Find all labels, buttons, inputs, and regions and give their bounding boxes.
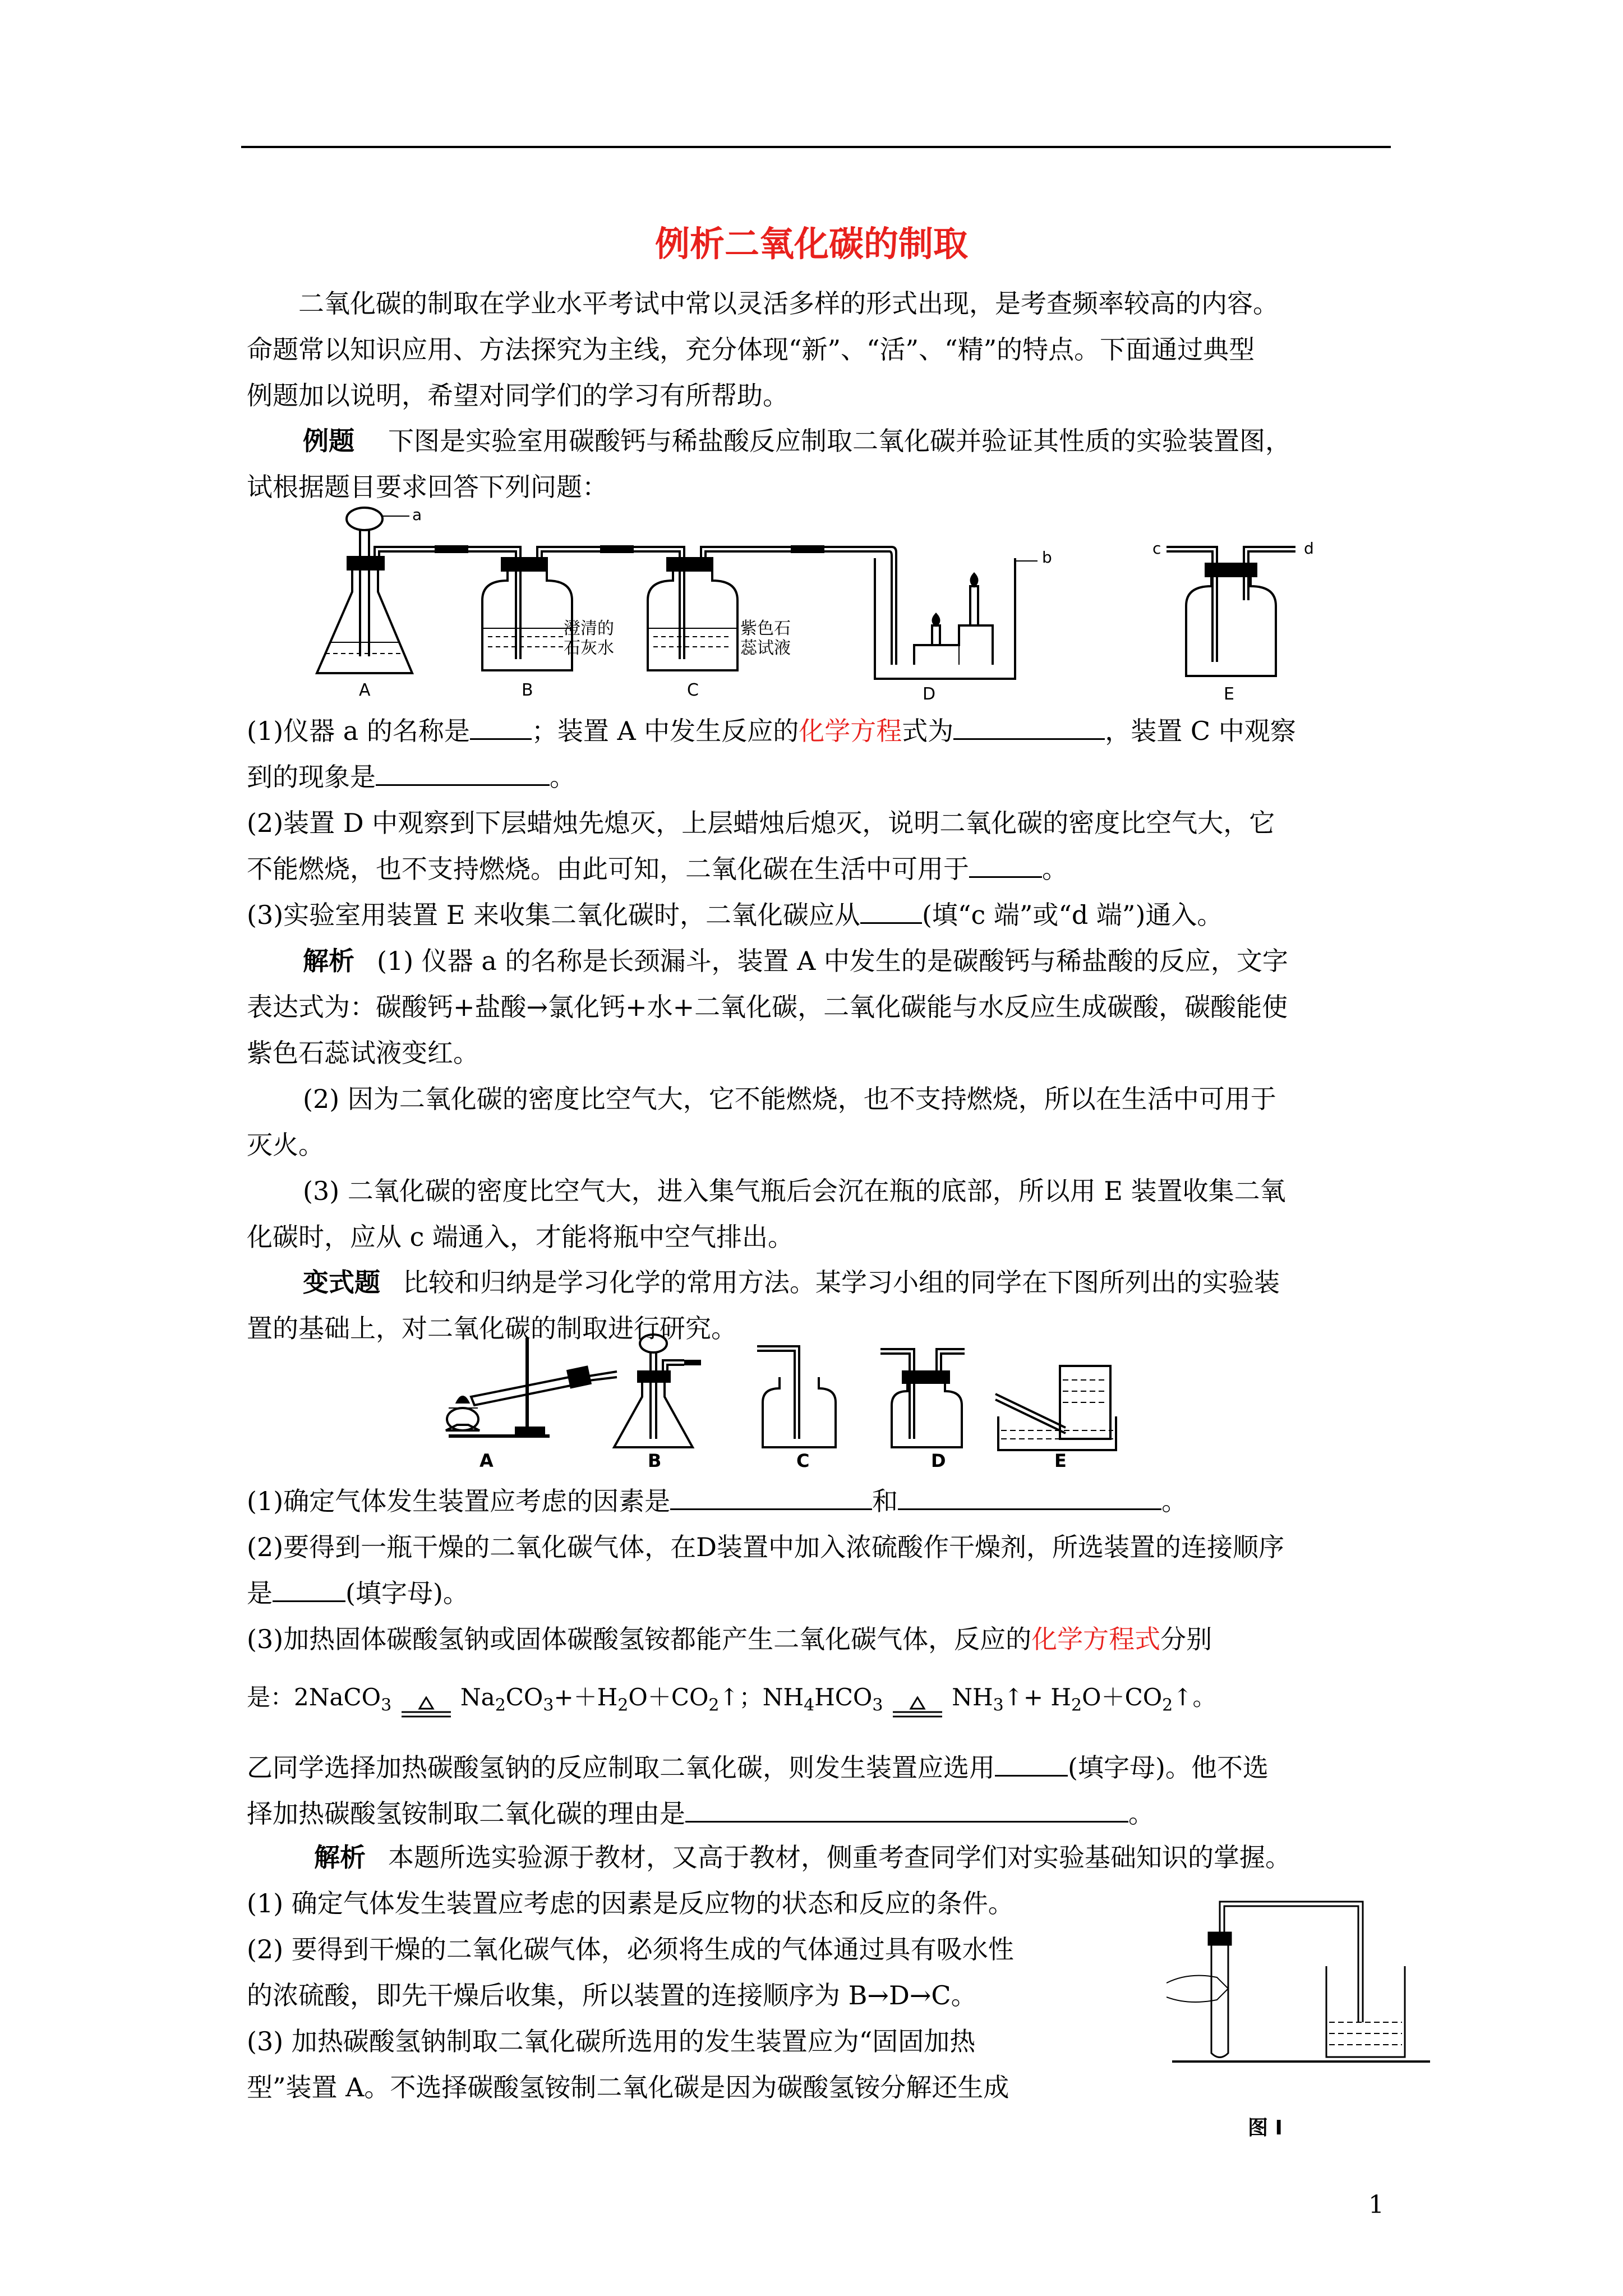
label-a: a [412,505,422,524]
y1-blank[interactable] [995,1752,1068,1777]
intro-line-3: 例题加以说明，希望对同学们的学习有所帮助。 [247,380,789,411]
eq-part: +＋H [554,1683,618,1711]
analysis-1-p2-b: 灭火。 [247,1130,324,1160]
example-questions [247,708,1402,938]
analysis-1-p3-b: 化碳时，应从 c 端通入，才能将瓶中空气排出。 [247,1222,794,1252]
variant-line-2: 置的基础上，对二氧化碳的制取进行研究。 [247,1313,737,1343]
q1-blank-3[interactable] [376,762,550,786]
analysis-1-p2-a: (2) 因为二氧化碳的密度比空气大，它不能燃烧，也不支持燃烧，所以在生活中可用于 [303,1084,1276,1114]
analysis-2-line-1: (1) 确定气体发生装置应考虑的因素是反应物的状态和反应的条件。 [247,1888,1014,1918]
q1-text-d: ，装置 C 中观察 [1105,716,1296,746]
figure-I-caption: 图 I [1248,2116,1283,2139]
vq1-blank-2[interactable] [898,1486,1161,1510]
eq-sub: 2 [1071,1695,1082,1715]
analysis-2-body [247,1880,1122,2110]
eq-sub: 3 [381,1695,392,1715]
label-B: B [522,680,533,700]
eq-part: NH [952,1683,993,1711]
vq1-text-c: 。 [1161,1486,1188,1516]
analysis-2-line-4: (3) 加热碳酸氢钠制取二氧化碳所选用的发生装置应为“固固加热 [247,2026,976,2056]
eq-part: ↑；NH [719,1683,804,1711]
page-title: 例析二氧化碳的制取 [654,223,968,264]
eq-part: Na [460,1683,495,1711]
eq-sub: 3 [543,1695,554,1715]
analysis-2-label: 解析 [314,1842,366,1872]
example-paragraph [247,418,1402,510]
q3-text-a: (3)实验室用装置 E 来收集二氧化碳时，二氧化碳应从 [247,900,860,930]
q2-blank[interactable] [969,854,1042,878]
y1-text-a: 乙同学选择加热碳酸氢钠的反应制取二氧化碳，则发生装置应选用 [247,1752,995,1783]
intro-line-1: 二氧化碳的制取在学业水平考试中常以灵活多样的形式出现，是考查频率较高的内容。 [298,288,1279,319]
q1-link-equation[interactable]: 化学方程 [799,716,902,746]
apparatus-A-flask [317,508,437,673]
vq2-line-1: (2)要得到一瓶干燥的二氧化碳气体，在D装置中加入浓硫酸作干燥剂，所选装置的连接顺序 [247,1532,1285,1562]
apparatus-E-bottle [1152,539,1314,676]
vq3-text-a: (3)加热固体碳酸氢钠或固体碳酸氢铵都能产生二氧化碳气体，反应的 [247,1624,1032,1654]
y2-text-a: 择加热碳酸氢铵制取二氧化碳的理由是 [247,1798,685,1829]
fig2-label-D: D [931,1450,946,1471]
analysis-2-line-0: 本题所选实验源于教材，又高于教材，侧重考查同学们对实验基础知识的掌握。 [388,1842,1291,1872]
q1-text-b: ；装置 A 中发生反应的 [531,716,799,746]
example-line-2: 试根据题目要求回答下列问题： [247,472,608,502]
q1-blank-1[interactable] [470,716,532,740]
apparatus2-C [757,1346,836,1447]
fig2-label-E: E [1054,1450,1067,1471]
q3-blank[interactable] [860,900,922,924]
eq-sub: 2 [617,1695,629,1715]
intro-line-2: 命题常以知识应用、方法探究为主线，充分体现“新”、“活”、“精”的特点。下面通过典型 [247,334,1255,365]
eq-part: 是：2NaCO [247,1683,381,1711]
q1-text-a: (1)仪器 a 的名称是 [247,716,470,746]
vq1-text-b: 和 [872,1486,898,1516]
eq-sub: 2 [1162,1695,1173,1715]
figure-apparatus-1 [308,502,1363,710]
intro-paragraph [247,280,1402,418]
y1-text-b: (填字母)。他不选 [1068,1752,1269,1783]
eq-sub: 2 [495,1695,506,1715]
label-E: E [1224,684,1234,704]
vq2-text-c: (填字母)。 [345,1578,469,1608]
figure-apparatus-2 [437,1327,1211,1475]
variant-followup [247,1745,1402,1837]
apparatus-D-beaker [875,558,1038,679]
eq-sub: 3 [993,1695,1004,1715]
q2-line-1: (2)装置 D 中观察到下层蜡烛先熄灭，上层蜡烛后熄灭，说明二氧化碳的密度比空气大，它 [247,808,1275,838]
fig2-label-A: A [479,1450,494,1471]
eq-sub: 4 [804,1695,815,1715]
heat-condition-symbol-1 [399,1688,453,1710]
y2-text-b: 。 [1128,1798,1154,1829]
fig2-label-B: B [648,1450,662,1471]
eq-sub: 2 [708,1695,720,1715]
apparatus2-E [995,1366,1116,1450]
y2-blank[interactable] [685,1798,1128,1823]
analysis-1-p1-c: 紫色石蕊试液变红。 [247,1038,479,1068]
fig2-label-C: C [796,1450,810,1471]
analysis-1-p3-a: (3) 二氧化碳的密度比空气大，进入集气瓶后会沉在瓶的底部，所以用 E 装置收集二氧 [303,1176,1286,1206]
variant-questions [247,1478,1402,1662]
label-A: A [359,680,371,700]
vq2-text-b: 是 [247,1578,273,1608]
header-rule [241,146,1391,148]
analysis-2-line-2: (2) 要得到干燥的二氧化碳气体，必须将生成的气体通过具有吸水性 [247,1934,1014,1964]
apparatus2-B [614,1335,701,1447]
eq-part: CO [505,1683,543,1711]
equation-line [247,1674,1402,1728]
analysis-1-p1-a: (1) 仪器 a 的名称是长颈漏斗，装置 A 中发生的是碳酸钙与稀盐酸的反应，文字 [377,946,1288,976]
label-D: D [923,684,936,704]
q3-text-b: (填“c 端”或“d 端”)通入。 [921,900,1223,930]
apparatus2-A [446,1338,617,1436]
vq3-text-b: 分别 [1160,1624,1212,1654]
example-label: 例题 [303,426,354,456]
label-C-text2: 蕊试液 [740,638,791,658]
q1-blank-2[interactable] [953,716,1105,740]
label-b: b [1042,548,1052,567]
variant-line-1: 比较和归纳是学习化学的常用方法。某学习小组的同学在下图所列出的实验装 [403,1267,1280,1297]
analysis-1-label: 解析 [303,946,354,976]
vq1-blank-1[interactable] [670,1486,872,1510]
analysis-1 [247,938,1402,1260]
apparatus2-D [880,1349,965,1447]
analysis-1-p1-b: 表达式为：碳酸钙+盐酸→氯化钙+水+二氧化碳，二氧化碳能与水反应生成碳酸，碳酸能使 [247,992,1288,1022]
q2-end: 。 [1042,854,1068,884]
label-c: c [1152,539,1161,558]
label-B-text1: 澄清的 [564,619,614,638]
eq-part: HCO [814,1683,873,1711]
q2-line-2: 不能燃烧，也不支持燃烧。由此可知，二氧化碳在生活中可用于 [247,854,969,884]
eq-part: ↑+ H [1003,1683,1072,1711]
eq-sub: 3 [872,1695,883,1715]
analysis-2-intro [247,1834,1402,1880]
analysis-2-line-5: 型”装置 A。不选择碳酸氢铵制二氧化碳是因为碳酸氢铵分解还生成 [247,2072,1009,2102]
vq1-text-a: (1)确定气体发生装置应考虑的因素是 [247,1486,671,1516]
vq3-link-equation[interactable]: 化学方程式 [1031,1624,1161,1654]
q1-text-e: 到的现象是 [247,762,376,792]
eq-part: O＋CO [628,1683,709,1711]
example-line-1: 下图是实验室用碳酸钙与稀盐酸反应制取二氧化碳并验证其性质的实验装置图， [388,426,1291,456]
page-number: 1 [1368,2191,1384,2219]
analysis-2-line-3: 的浓硫酸，即先干燥后收集，所以装置的连接顺序为 B→D→C。 [247,1980,977,2010]
q1-text-c: 式为 [902,716,954,746]
label-C: C [687,680,699,700]
label-C-text1: 紫色石 [740,619,791,638]
variant-label: 变式题 [303,1267,380,1297]
heat-condition-symbol-2 [891,1688,944,1710]
label-B-text2: 石灰水 [564,638,614,658]
label-d: d [1304,539,1314,558]
vq2-blank[interactable] [273,1578,345,1602]
eq-part: ↑。 [1173,1683,1216,1711]
figure-I [1166,1893,1430,2106]
q1-text-f: 。 [550,762,575,792]
eq-part: O＋CO [1082,1683,1163,1711]
